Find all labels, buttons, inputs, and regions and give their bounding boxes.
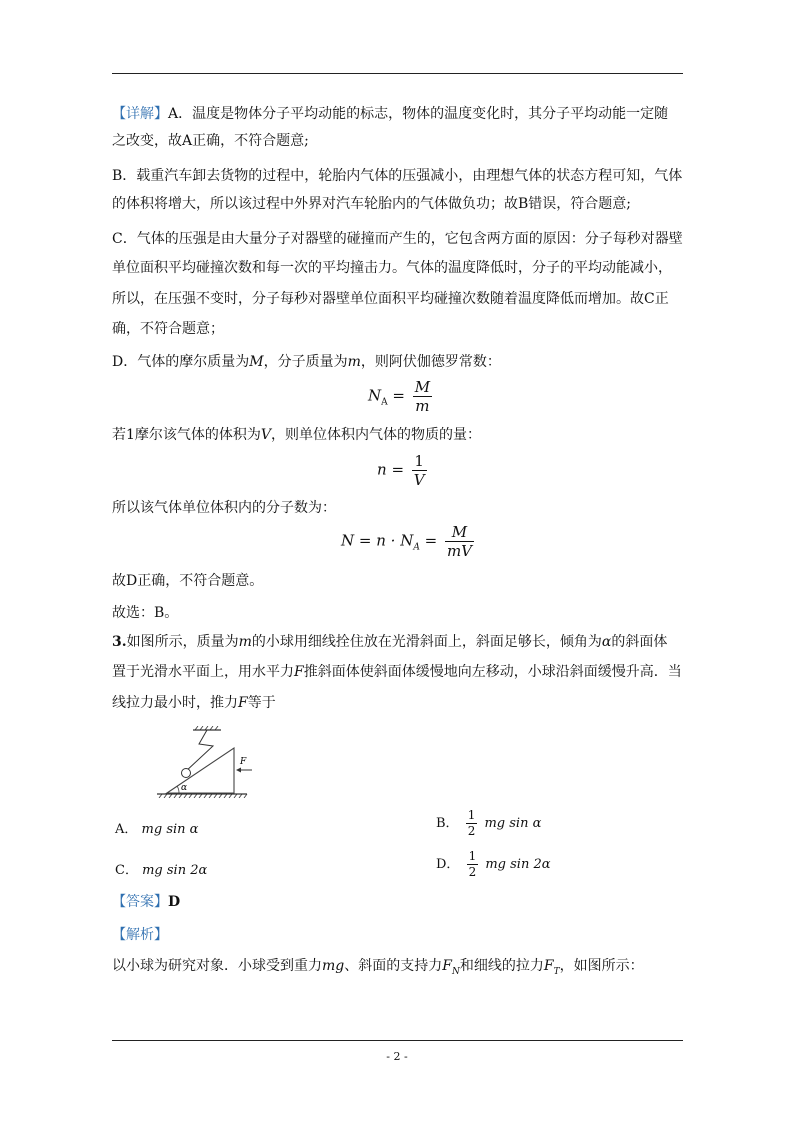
footer-rule xyxy=(112,1040,683,1041)
detail-a-line2: 之改变，故A正确，不符合题意; xyxy=(112,133,309,149)
analysis-label: 【解析】 xyxy=(112,927,168,943)
detail-b-line2: 的体积将增大，所以该过程中外界对汽车轮胎内的气体做负功；故B错误，符合题意; xyxy=(112,196,632,212)
figure-F-label: F xyxy=(240,757,247,767)
question-line3: 线拉力最小时，推力F等于 xyxy=(112,695,276,711)
fraction-one-half: $\frac{1}{2}$ xyxy=(468,849,477,879)
detail-c-line2: 单位面积平均碰撞次数和每一次的平均撞击力。气体的温度降低时，分子的平均动能减小， xyxy=(112,260,672,276)
fraction-1-over-V: $\frac{1}{V}$ xyxy=(413,452,425,489)
option-d[interactable]: D． $\frac{1}{2}$ mg sin 2α xyxy=(436,849,551,879)
option-b[interactable]: B． $\frac{1}{2}$ mg sin α xyxy=(436,808,542,838)
arrow-head xyxy=(236,768,241,773)
fraction-M-over-m: $\frac{M}{m}$ xyxy=(414,378,431,415)
equation-molar-density: n = $\frac{1}{V}$ xyxy=(377,452,425,489)
equation-avogadro: $N_A$ = $\frac{M}{m}$ xyxy=(368,378,431,415)
detail-d-line1: D．气体的摩尔质量为M，分子质量为m，则阿伏伽德罗常数： xyxy=(112,354,501,370)
question-line2: 置于光滑水平面上，用水平力F推斜面体使斜面体缓慢地向左移动，小球沿斜面缓慢升高．当 xyxy=(112,664,682,680)
fraction-M-over-mV: $\frac{M}{mV}$ xyxy=(446,523,472,560)
header-rule xyxy=(112,73,683,74)
detail-d-line3: 所以该气体单位体积内的分子数为： xyxy=(112,500,336,516)
fraction-one-half: $\frac{1}{2}$ xyxy=(467,808,476,838)
incline-figure xyxy=(155,726,255,798)
detail-d-conclusion: 故D正确，不符合题意。 xyxy=(112,573,264,589)
question-number: 3. xyxy=(112,634,127,650)
analysis-label-line xyxy=(112,925,688,945)
detail-c-line1: C．气体的压强是由大量分子对器壁的碰撞而产生的，它包含两方面的原因：分子每秒对器壁 xyxy=(112,231,683,247)
option-c[interactable]: C． mg sin 2α xyxy=(115,863,208,878)
question-line1: 3.如图所示，质量为m的小球用细线拴住放在光滑斜面上，斜面足够长，倾角为α的斜面体 xyxy=(112,634,668,650)
detail-d-line2: 若1摩尔该气体的体积为V，则单位体积内气体的物质的量： xyxy=(112,427,482,443)
equation-number-density: $N = n \cdot N_A$ = $\frac{M}{mV}$ xyxy=(341,523,472,560)
page-number: - 2 - xyxy=(386,1050,408,1063)
detail-c-line3: 所以，在压强不变时，分子每秒对器壁单位面积平均碰撞次数随着温度降低而增加。故C正 xyxy=(112,291,669,307)
detail-label: 【详解】 xyxy=(112,106,168,122)
detail-c-line4: 确，不符合题意； xyxy=(112,321,224,337)
option-a[interactable]: A． mg sin α xyxy=(115,822,199,837)
detail-answer-choice: 故选：B。 xyxy=(112,605,179,621)
answer-label: 【答案】 xyxy=(112,894,168,910)
answer-value: D xyxy=(168,894,181,910)
angle-arc xyxy=(177,786,179,793)
small-ball xyxy=(182,769,191,778)
answer-line xyxy=(112,892,688,912)
analysis-text: 以小球为研究对象．小球受到重力mg、斜面的支持力$F_N$和细线的拉力$F_T$，如图所示： xyxy=(112,958,644,977)
string xyxy=(185,730,213,772)
figure-alpha-label: α xyxy=(181,783,188,793)
detail-a-line1: 【详解】A．温度是物体分子平均动能的标志，物体的温度变化时，其分子平均动能一定随 xyxy=(112,106,669,122)
detail-b-line1: B．载重汽车卸去货物的过程中，轮胎内气体的压强减小，由理想气体的状态方程可知，气体 xyxy=(112,168,683,184)
